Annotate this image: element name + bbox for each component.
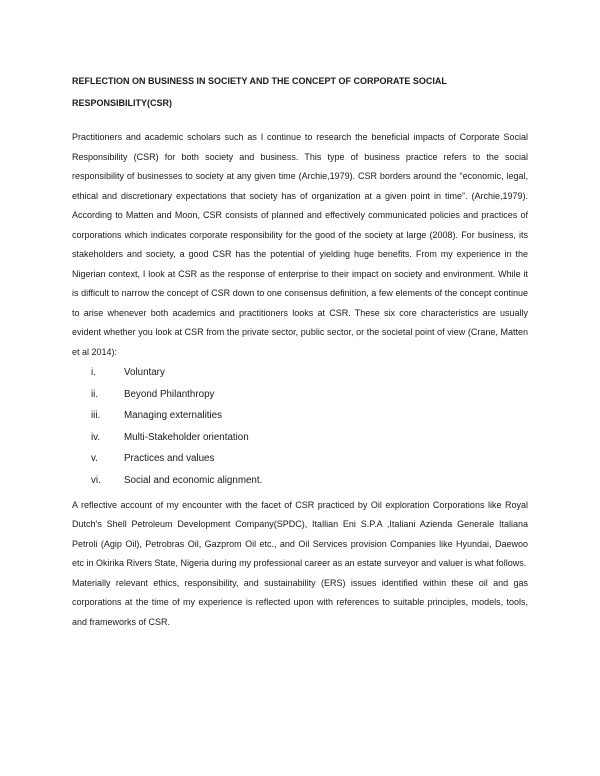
list-item-text: Voluntary xyxy=(124,367,165,378)
document-page xyxy=(72,70,528,632)
list-item xyxy=(72,448,528,470)
title-line-1: REFLECTION ON BUSINESS IN SOCIETY AND THE CONCEPT OF CORPORATE SOCIAL xyxy=(72,76,447,86)
list-item-number: vi. xyxy=(91,474,101,486)
list-item-text: Managing externalities xyxy=(124,410,223,422)
list-item xyxy=(72,405,528,427)
title-line-2: RESPONSIBILITY(CSR) xyxy=(72,98,173,108)
list-item-text: Beyond Philanthropy xyxy=(124,388,215,400)
list-item-text: Multi-Stakeholder orientation xyxy=(124,431,249,443)
paragraph-intro: Practitioners and academic scholars such as I continue to research the beneficial impacts of Corporate Social Responsibility (CSR) for both society and business. This type of business practice refers to the social responsibility of businesses to society at any given time (Archie,1979). CSR borders around the “economic, legal, ethical and discretionary expectations that society has of organization at a given point in time”. (Archie,1979). According to Matten and Moon, CSR consists of planned and effectively communicated policies and practices of corporations which indicates corporate responsibility for the good of the society at large (2008). For business, its stakeholders and society, a good CSR has the potential of yielding huge benefits. From my experience in the Nigerian context, I look at CSR as the response of enterprise to their impact on society and environment. While it is difficult to narrow the concept of CSR down to one consensus definition, a few elements of the concept continue to arise whenever both academics and practitioners looks at CSR. These six core characteristics are usually evident whether you look at CSR from the private sector, public sector, or the societal point of view (Crane, Matten et al 2014): xyxy=(72,132,528,357)
characteristics-list xyxy=(72,362,528,492)
list-item-text: Social and economic alignment. xyxy=(124,474,263,486)
paragraph-reflective-account: A reflective account of my encounter with the facet of CSR practiced by Oil exploration Corporations like Royal Dutch’s Shell Petroleum Development Company(SPDC), Itallian Eni S.P.A ,Italiani Azienda Generale Italiana Petroli (Agip Oil), Petrobras Oil, Gazprom Oil etc., and Oil Services provision Companies like Hyundai, Daewoo etc in Okirika Rivers State, Nigeria during my professional career as an estate surveyor and valuer is what follows. xyxy=(72,499,528,569)
list-item-number: iv. xyxy=(91,431,101,443)
list-item xyxy=(72,470,528,492)
list-item-number: iii. xyxy=(91,410,101,422)
list-item xyxy=(72,384,528,406)
list-item xyxy=(72,427,528,449)
paragraph-ers-issues: Materially relevant ethics, responsibility, and sustainability (ERS) issues identified within these oil and gas corporations at the time of my experience is reflected upon with references to suitable principles, models, tools, and frameworks of CSR. xyxy=(72,577,528,627)
list-item-number: v. xyxy=(91,453,98,465)
list-item-number: i. xyxy=(91,367,96,378)
document-title xyxy=(72,70,528,114)
list-item-number: ii. xyxy=(91,388,99,400)
list-item xyxy=(72,362,528,384)
list-item-text: Practices and values xyxy=(124,453,215,465)
